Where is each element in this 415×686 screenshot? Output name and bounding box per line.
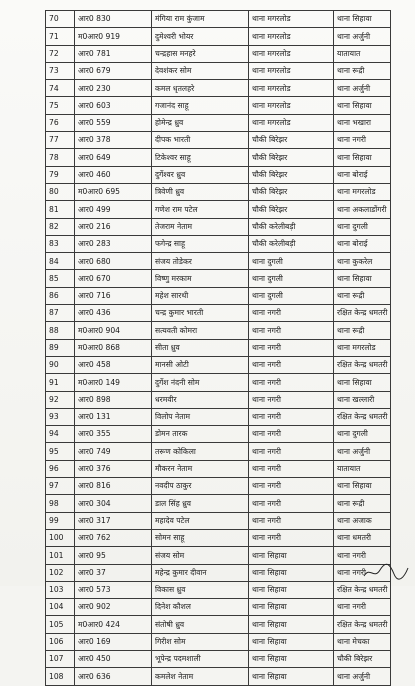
- posted-to-cell: थाना भखारा: [334, 114, 391, 131]
- serial-number-cell: 80: [46, 183, 75, 200]
- serial-number-cell: 91: [46, 374, 75, 391]
- officer-name-cell: दुमेश्वरी भोयर: [152, 28, 249, 45]
- posted-to-cell: रक्षित केन्द्र धमतरी: [334, 356, 391, 373]
- table-row: [46, 547, 391, 564]
- table-row: [46, 235, 391, 252]
- table-row: [46, 97, 391, 114]
- serial-number-cell: 108: [46, 668, 75, 685]
- rank-badge-cell: म0आर0 149: [75, 374, 152, 391]
- officer-name-cell: दिनेश कौशल: [152, 599, 249, 616]
- rank-badge-cell: आर0 436: [75, 305, 152, 322]
- rank-badge-cell: आर0 636: [75, 668, 152, 685]
- posted-from-cell: थाना नगरी: [249, 374, 334, 391]
- posted-to-cell: थाना अर्जुनी: [334, 443, 391, 460]
- serial-number-cell: 99: [46, 512, 75, 529]
- posted-from-cell: चौकी बिरेझर: [249, 201, 334, 218]
- posted-to-cell: थाना रूद्री: [334, 62, 391, 79]
- posted-to-cell: थाना सिहावा: [334, 149, 391, 166]
- posted-to-cell: थाना बोराई: [334, 166, 391, 183]
- serial-number-cell: 105: [46, 616, 75, 633]
- posted-from-cell: चौकी करेलीबड़ी: [249, 235, 334, 252]
- posted-from-cell: थाना सिहावा: [249, 564, 334, 581]
- serial-number-cell: 82: [46, 218, 75, 235]
- serial-number-cell: 90: [46, 356, 75, 373]
- table-row: [46, 426, 391, 443]
- table-row: [46, 356, 391, 373]
- table-row: [46, 114, 391, 131]
- officer-name-cell: तेजराम नेताम: [152, 218, 249, 235]
- table-row: [46, 599, 391, 616]
- serial-number-cell: 101: [46, 547, 75, 564]
- rank-badge-cell: आर0 679: [75, 62, 152, 79]
- table-row: [46, 287, 391, 304]
- serial-number-cell: 98: [46, 495, 75, 512]
- posted-to-cell: थाना धमतरी: [334, 529, 391, 546]
- posted-to-cell: थाना सिहावा: [334, 478, 391, 495]
- posted-from-cell: थाना मगरलोड: [249, 114, 334, 131]
- rank-badge-cell: आर0 902: [75, 599, 152, 616]
- table-row: [46, 512, 391, 529]
- posted-from-cell: थाना मगरलोड: [249, 45, 334, 62]
- officer-name-cell: तरूण कोकिला: [152, 443, 249, 460]
- posted-to-cell: थाना दुगली: [334, 426, 391, 443]
- posted-from-cell: थाना नगरी: [249, 426, 334, 443]
- officer-name-cell: दुर्गेश नंदनी सोम: [152, 374, 249, 391]
- posted-from-cell: थाना दुगली: [249, 253, 334, 270]
- officer-name-cell: चन्द्र कुमार भारती: [152, 305, 249, 322]
- posted-from-cell: चौकी बिरेझर: [249, 166, 334, 183]
- posted-from-cell: थाना नगरी: [249, 391, 334, 408]
- posted-from-cell: थाना नगरी: [249, 512, 334, 529]
- posted-to-cell: थाना नगरी: [334, 599, 391, 616]
- posted-from-cell: थाना सिहावा: [249, 599, 334, 616]
- posted-from-cell: चौकी करेलीबड़ी: [249, 218, 334, 235]
- serial-number-cell: 70: [46, 11, 75, 28]
- posted-to-cell: थाना कुकरेल: [334, 253, 391, 270]
- posted-from-cell: थाना दुगली: [249, 287, 334, 304]
- serial-number-cell: 78: [46, 149, 75, 166]
- table-row: [46, 529, 391, 546]
- posted-from-cell: थाना नगरी: [249, 529, 334, 546]
- table-row: [46, 80, 391, 97]
- posted-from-cell: थाना मगरलोड: [249, 28, 334, 45]
- rank-badge-cell: आर0 283: [75, 235, 152, 252]
- posted-to-cell: थाना रूद्री: [334, 495, 391, 512]
- posted-to-cell: थाना खल्लारी: [334, 391, 391, 408]
- serial-number-cell: 77: [46, 132, 75, 149]
- posted-from-cell: थाना नगरी: [249, 495, 334, 512]
- posted-from-cell: थाना नगरी: [249, 443, 334, 460]
- officer-name-cell: मानसी ओटी: [152, 356, 249, 373]
- officer-name-cell: मंगिया राम कुंजाम: [152, 11, 249, 28]
- table-row: [46, 408, 391, 425]
- officer-name-cell: सीता ध्रुव: [152, 339, 249, 356]
- posted-to-cell: थाना नगरी: [334, 132, 391, 149]
- table-row: [46, 668, 391, 685]
- rank-badge-cell: आर0 355: [75, 426, 152, 443]
- posted-from-cell: थाना नगरी: [249, 478, 334, 495]
- officer-name-cell: मौकरन नेताम: [152, 460, 249, 477]
- rank-badge-cell: आर0 499: [75, 201, 152, 218]
- table-row: [46, 616, 391, 633]
- rank-badge-cell: आर0 169: [75, 633, 152, 650]
- table-row: [46, 322, 391, 339]
- rank-badge-cell: म0आर0 919: [75, 28, 152, 45]
- table-row: [46, 11, 391, 28]
- table-row: [46, 460, 391, 477]
- rank-badge-cell: आर0 304: [75, 495, 152, 512]
- officer-name-cell: गिरीश सोम: [152, 633, 249, 650]
- posted-from-cell: थाना सिहावा: [249, 616, 334, 633]
- officer-name-cell: टिकेश्वर साहू: [152, 149, 249, 166]
- officer-name-cell: डोमन तारक: [152, 426, 249, 443]
- rank-badge-cell: आर0 670: [75, 270, 152, 287]
- officer-name-cell: संजय सोम: [152, 547, 249, 564]
- rank-badge-cell: म0आर0 868: [75, 339, 152, 356]
- rank-badge-cell: आर0 830: [75, 11, 152, 28]
- posted-to-cell: चौकी बिरेझर: [334, 650, 391, 667]
- rank-badge-cell: आर0 317: [75, 512, 152, 529]
- posted-to-cell: यातायात: [334, 460, 391, 477]
- serial-number-cell: 79: [46, 166, 75, 183]
- posted-to-cell: रक्षित केन्द्र धमतरी: [334, 616, 391, 633]
- rank-badge-cell: आर0 450: [75, 650, 152, 667]
- posted-from-cell: चौकी बिरेझर: [249, 132, 334, 149]
- rank-badge-cell: म0आर0 904: [75, 322, 152, 339]
- officer-name-cell: कमलेश नेताम: [152, 668, 249, 685]
- posted-to-cell: थाना मगरलोड: [334, 339, 391, 356]
- table-row: [46, 62, 391, 79]
- rank-badge-cell: आर0 781: [75, 45, 152, 62]
- posted-from-cell: थाना नगरी: [249, 322, 334, 339]
- table-row: [46, 391, 391, 408]
- officer-name-cell: महेश सारथी: [152, 287, 249, 304]
- rank-badge-cell: आर0 649: [75, 149, 152, 166]
- table-row: [46, 478, 391, 495]
- rank-badge-cell: म0आर0 424: [75, 616, 152, 633]
- posted-to-cell: थाना रूद्री: [334, 322, 391, 339]
- posted-from-cell: थाना नगरी: [249, 339, 334, 356]
- posted-to-cell: थाना अजाक: [334, 512, 391, 529]
- officer-name-cell: महेन्द्र कुमार दीवान: [152, 564, 249, 581]
- rank-badge-cell: आर0 816: [75, 478, 152, 495]
- table-row: [46, 201, 391, 218]
- posted-to-cell: थाना अकलाडोंगरी: [334, 201, 391, 218]
- serial-number-cell: 100: [46, 529, 75, 546]
- rank-badge-cell: आर0 762: [75, 529, 152, 546]
- table-row: [46, 581, 391, 598]
- posted-from-cell: थाना दुगली: [249, 270, 334, 287]
- posted-to-cell: थाना सिहावा: [334, 270, 391, 287]
- posted-to-cell: थाना सिहावा: [334, 11, 391, 28]
- rank-badge-cell: आर0 216: [75, 218, 152, 235]
- table-row: [46, 339, 391, 356]
- officer-name-cell: गजानंद साहू: [152, 97, 249, 114]
- officer-name-cell: गणेश राम पटेल: [152, 201, 249, 218]
- posted-to-cell: रक्षित केन्द्र धमतरी: [334, 581, 391, 598]
- rank-badge-cell: आर0 573: [75, 581, 152, 598]
- posted-to-cell: थाना दुगली: [334, 218, 391, 235]
- posted-to-cell: रक्षित केन्द्र धमतरी: [334, 408, 391, 425]
- posted-from-cell: थाना नगरी: [249, 356, 334, 373]
- officer-name-cell: डाल सिंह ध्रुव: [152, 495, 249, 512]
- serial-number-cell: 86: [46, 287, 75, 304]
- posted-from-cell: थाना सिहावा: [249, 547, 334, 564]
- serial-number-cell: 103: [46, 581, 75, 598]
- officer-name-cell: सत्यवती कोमरा: [152, 322, 249, 339]
- officer-name-cell: दीपक भारती: [152, 132, 249, 149]
- rank-badge-cell: आर0 458: [75, 356, 152, 373]
- rank-badge-cell: आर0 680: [75, 253, 152, 270]
- posted-to-cell: थाना सिहावा: [334, 97, 391, 114]
- posted-to-cell: थाना अर्जुनी: [334, 28, 391, 45]
- posted-to-cell: थाना नगरी: [334, 547, 391, 564]
- posted-from-cell: थाना नगरी: [249, 460, 334, 477]
- table-row: [46, 564, 391, 581]
- serial-number-cell: 88: [46, 322, 75, 339]
- posted-from-cell: थाना सिहावा: [249, 633, 334, 650]
- serial-number-cell: 75: [46, 97, 75, 114]
- posted-from-cell: थाना सिहावा: [249, 668, 334, 685]
- posted-from-cell: थाना सिहावा: [249, 650, 334, 667]
- officer-name-cell: फगेन्द्र साहू: [152, 235, 249, 252]
- posted-to-cell: यातायात: [334, 45, 391, 62]
- posted-to-cell: थाना बोराई: [334, 235, 391, 252]
- rank-badge-cell: आर0 376: [75, 460, 152, 477]
- table-row: [46, 650, 391, 667]
- serial-number-cell: 76: [46, 114, 75, 131]
- serial-number-cell: 95: [46, 443, 75, 460]
- officer-name-cell: विकास ध्रुव: [152, 581, 249, 598]
- rank-badge-cell: आर0 230: [75, 80, 152, 97]
- rank-badge-cell: आर0 559: [75, 114, 152, 131]
- rank-badge-cell: आर0 603: [75, 97, 152, 114]
- posted-from-cell: थाना सिहावा: [249, 581, 334, 598]
- table-row: [46, 374, 391, 391]
- officer-name-cell: धरमवीर: [152, 391, 249, 408]
- serial-number-cell: 87: [46, 305, 75, 322]
- serial-number-cell: 81: [46, 201, 75, 218]
- officer-name-cell: नवदीप ठाकुर: [152, 478, 249, 495]
- rank-badge-cell: आर0 131: [75, 408, 152, 425]
- officer-name-cell: महादेव पटेल: [152, 512, 249, 529]
- officer-name-cell: संजय तोडेकर: [152, 253, 249, 270]
- table-row: [46, 183, 391, 200]
- table-row: [46, 633, 391, 650]
- serial-number-cell: 89: [46, 339, 75, 356]
- posted-to-cell: थाना रूद्री: [334, 287, 391, 304]
- officer-name-cell: कमल धृतलहरे: [152, 80, 249, 97]
- rank-badge-cell: आर0 716: [75, 287, 152, 304]
- posted-to-cell: थाना नगरी: [334, 564, 391, 581]
- posted-to-cell: थाना मेचका: [334, 633, 391, 650]
- posted-to-cell: थाना मगरलोड: [334, 183, 391, 200]
- transfer-table-body: [46, 11, 391, 686]
- officer-name-cell: देवशंकर सोम: [152, 62, 249, 79]
- officer-name-cell: विष्णु मरकाम: [152, 270, 249, 287]
- rank-badge-cell: आर0 37: [75, 564, 152, 581]
- serial-number-cell: 106: [46, 633, 75, 650]
- posted-from-cell: चौकी बिरेझर: [249, 149, 334, 166]
- serial-number-cell: 94: [46, 426, 75, 443]
- posted-to-cell: थाना सिहावा: [334, 374, 391, 391]
- rank-badge-cell: आर0 378: [75, 132, 152, 149]
- serial-number-cell: 73: [46, 62, 75, 79]
- serial-number-cell: 92: [46, 391, 75, 408]
- table-row: [46, 218, 391, 235]
- officer-name-cell: चन्द्रहास मनहरे: [152, 45, 249, 62]
- serial-number-cell: 85: [46, 270, 75, 287]
- officer-name-cell: विलोप नेताम: [152, 408, 249, 425]
- officer-name-cell: होमेन्द्र ध्रुव: [152, 114, 249, 131]
- serial-number-cell: 74: [46, 80, 75, 97]
- table-row: [46, 149, 391, 166]
- serial-number-cell: 72: [46, 45, 75, 62]
- rank-badge-cell: आर0 749: [75, 443, 152, 460]
- posted-from-cell: चौकी बिरेझर: [249, 183, 334, 200]
- serial-number-cell: 84: [46, 253, 75, 270]
- serial-number-cell: 96: [46, 460, 75, 477]
- serial-number-cell: 71: [46, 28, 75, 45]
- posted-to-cell: रक्षित केन्द्र धमतरी: [334, 305, 391, 322]
- serial-number-cell: 102: [46, 564, 75, 581]
- posted-to-cell: थाना अर्जुनी: [334, 668, 391, 685]
- table-row: [46, 28, 391, 45]
- transfer-table: [45, 10, 391, 686]
- officer-name-cell: संतोषी ध्रुव: [152, 616, 249, 633]
- table-row: [46, 132, 391, 149]
- serial-number-cell: 104: [46, 599, 75, 616]
- posted-from-cell: थाना मगरलोड: [249, 80, 334, 97]
- rank-badge-cell: आर0 460: [75, 166, 152, 183]
- rank-badge-cell: म0आर0 695: [75, 183, 152, 200]
- rank-badge-cell: आर0 898: [75, 391, 152, 408]
- serial-number-cell: 97: [46, 478, 75, 495]
- posted-from-cell: थाना मगरलोड: [249, 62, 334, 79]
- posted-from-cell: थाना नगरी: [249, 305, 334, 322]
- posted-from-cell: थाना मगरलोड: [249, 97, 334, 114]
- table-row: [46, 495, 391, 512]
- posted-from-cell: थाना नगरी: [249, 408, 334, 425]
- signature-mark: [360, 560, 410, 582]
- serial-number-cell: 93: [46, 408, 75, 425]
- table-row: [46, 443, 391, 460]
- table-row: [46, 166, 391, 183]
- table-row: [46, 45, 391, 62]
- officer-name-cell: सोमन साहू: [152, 529, 249, 546]
- table-row: [46, 253, 391, 270]
- posted-to-cell: थाना अर्जुनी: [334, 80, 391, 97]
- rank-badge-cell: आर0 95: [75, 547, 152, 564]
- table-row: [46, 305, 391, 322]
- posted-from-cell: थाना मगरलोड: [249, 11, 334, 28]
- serial-number-cell: 107: [46, 650, 75, 667]
- table-row: [46, 270, 391, 287]
- officer-name-cell: त्रिवेणी ध्रुव: [152, 183, 249, 200]
- officer-name-cell: भूपेन्द्र पदमशाली: [152, 650, 249, 667]
- serial-number-cell: 83: [46, 235, 75, 252]
- officer-name-cell: दुर्गेश्वर ध्रुव: [152, 166, 249, 183]
